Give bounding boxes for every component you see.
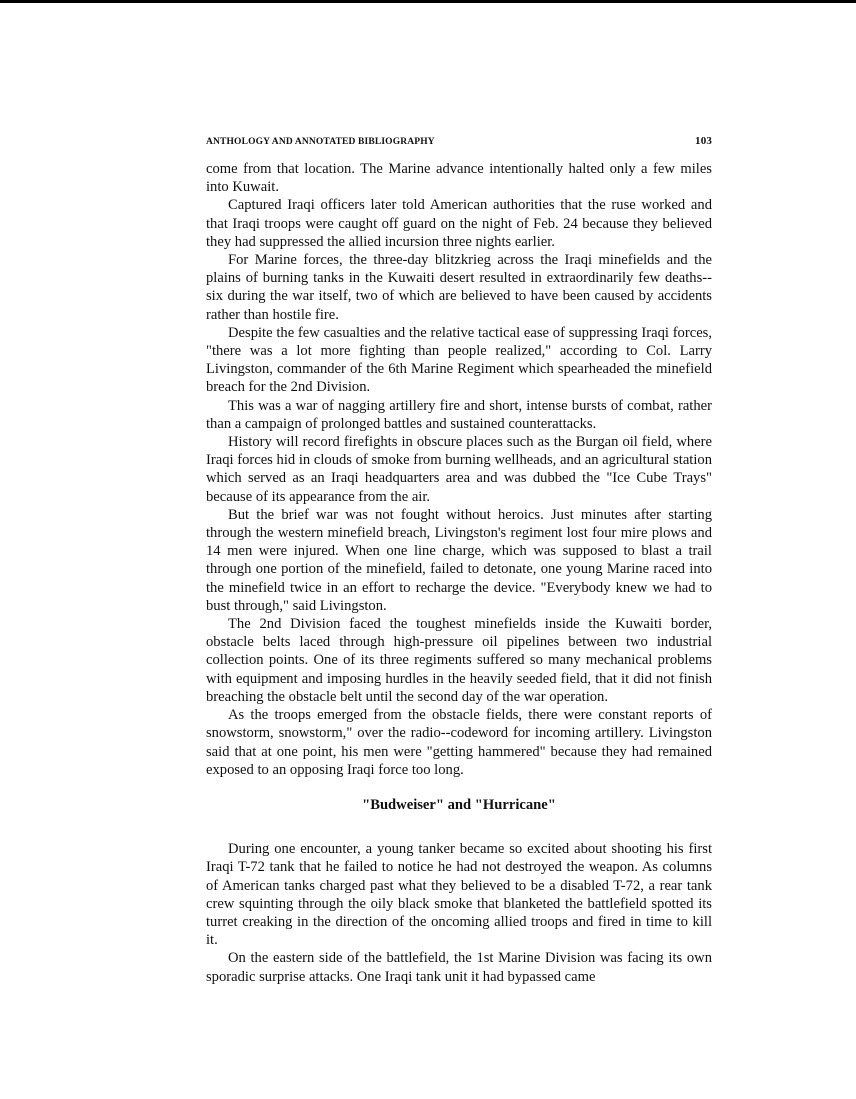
paragraph: This was a war of nagging artillery fire and short, intense bursts of combat, rather than a campaign of prolonged battles and sustained counterattacks. [206, 397, 712, 432]
paragraph: Captured Iraqi officers later told American authorities that the ruse worked and that Iraqi troops were caught off guard on the night of Feb. 24 because they believed they had suppressed the allied incursion three nights earlier. [206, 197, 712, 250]
paragraph: come from that location. The Marine advance intentionally halted only a few miles into Kuwait. [206, 161, 712, 196]
section-heading: "Budweiser" and "Hurricane" [362, 796, 556, 813]
running-title: ANTHOLOGY AND ANNOTATED BIBLIOGRAPHY [206, 137, 435, 147]
paragraph: During one encounter, a young tanker became so excited about shooting his first Iraqi T-72 tank that he failed to notice he had not destroyed the weapon. As columns of American tanks charged past what they believed to be a disabled T-72, a rear tank crew squinting through the oily black smoke that blanketed the battlefield spotted its turret creaking in the direction of the oncoming allied troops and fired in time to kill it. [206, 841, 712, 949]
page-number: 103 [695, 135, 712, 147]
paragraph: As the troops emerged from the obstacle fields, there were constant reports of snowstorm, snowstorm," over the radio--codeword for incoming artillery. Livingston said that at one point, his men were "getting hammered" because they had remained exposed to an opposing Iraqi force too long. [206, 707, 712, 778]
page-top-border [0, 0, 856, 3]
running-header [206, 135, 712, 160]
paragraph: For Marine forces, the three-day blitzkrieg across the Iraqi minefields and the plains of burning tanks in the Kuwaiti desert resulted in extraordinarily few deaths--six during the war itself, two of which are believed to have been caused by accidents rather than hostile fire. [206, 252, 712, 323]
document-page [206, 135, 712, 986]
paragraph: History will record firefights in obscure places such as the Burgan oil field, where Iraqi forces hid in clouds of smoke from burning wellheads, and an agricultural station which served as an Iraqi headquarters area and was dubbed the "Ice Cube Trays" because of its appearance from the air. [206, 434, 712, 505]
paragraph: On the eastern side of the battlefield, the 1st Marine Division was facing its own sporadic surprise attacks. One Iraqi tank unit it had bypassed came [206, 950, 712, 985]
paragraph: The 2nd Division faced the toughest minefields inside the Kuwaiti border, obstacle belts laced through high-pressure oil pipelines between two industrial collection points. One of its three regiments suffered so many mechanical problems with equipment and imposing hurdles in the heavily seeded field, that it did not finish breaching the obstacle belt until the second day of the war operation. [206, 616, 712, 705]
body-text [206, 160, 712, 986]
paragraph: But the brief war was not fought without heroics. Just minutes after starting through the western minefield breach, Livingston's regiment lost four mire plows and 14 men were injured. When one line charge, which was supposed to blast a trail through one portion of the minefield, failed to detonate, one young Marine raced into the minefield twice in an effort to recharge the device. "Everybody knew we had to bust through," said Livingston. [206, 506, 712, 614]
paragraph: Despite the few casualties and the relative tactical ease of suppressing Iraqi forces, "there was a lot more fighting than people realized," according to Col. Larry Livingston, commander of the 6th Marine Regiment which spearheaded the minefield breach for the 2nd Division. [206, 324, 712, 396]
